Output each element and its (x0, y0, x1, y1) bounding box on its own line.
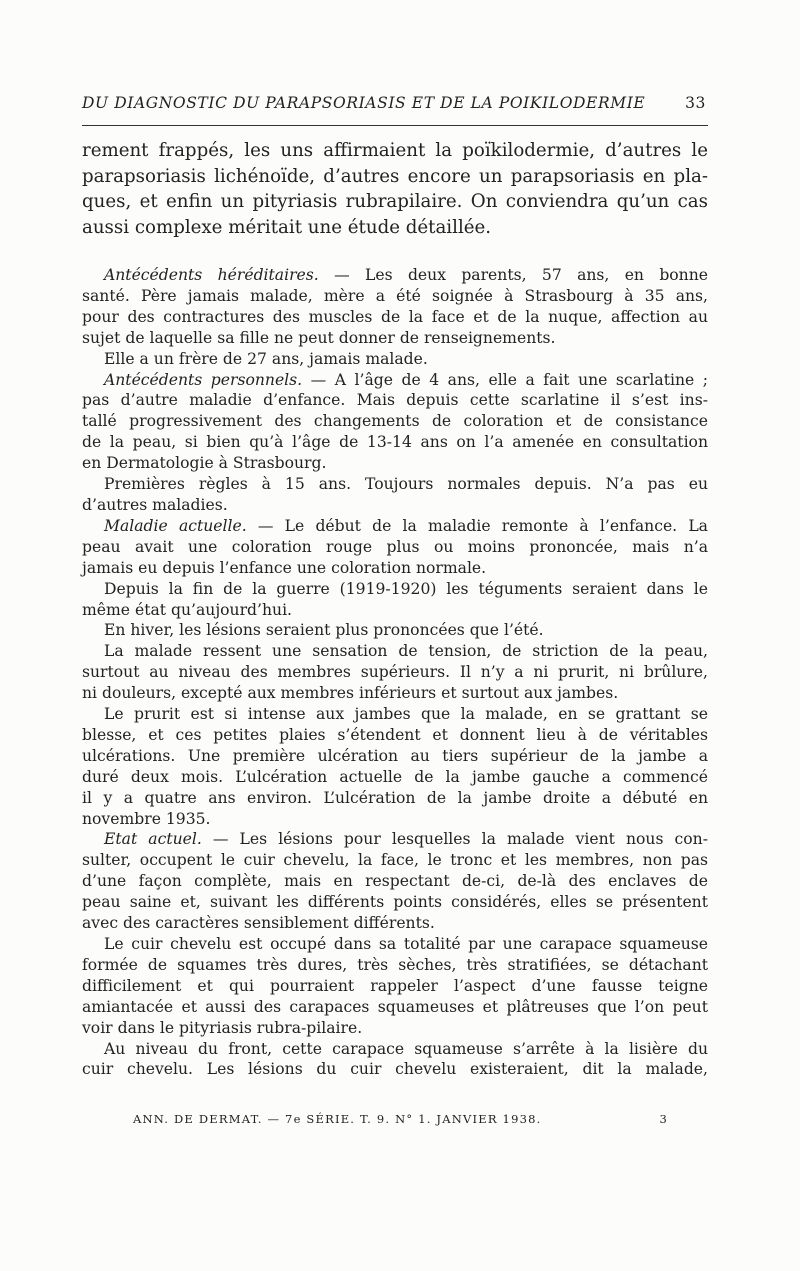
text-line: formée de squames très dures, très sèches, très stratifiées, se détachant (82, 955, 708, 974)
text-line: ques, et enfin un pityriasis rubrapilaire. On conviendra qu’un cas (82, 191, 708, 212)
page-number: 33 (685, 94, 706, 112)
text-line: ulcérations. Une première ulcération au tiers supérieur de la jambe a (82, 746, 708, 765)
text-line: amiantacée et aussi des carapaces squameuses et plâtreuses que l’on peut (82, 997, 708, 1016)
text-line: Antécédents héréditaires. — Les deux parents, 57 ans, en bonne (104, 266, 709, 284)
running-title: DU DIAGNOSTIC DU PARAPSORIASIS ET DE LA POIKILODERMIE (82, 94, 646, 112)
section-heading-heredity: Antécédents héréditaires. (104, 266, 319, 284)
signature-mark: 3 (659, 1112, 668, 1126)
running-header (82, 92, 706, 114)
text-line: avec des caractères sensiblement différents. (82, 914, 435, 933)
text-line: Le cuir chevelu est occupé dans sa totalité par une carapace squameuse (104, 935, 708, 953)
text-line: voir dans le pityriasis rubra-pilaire. (82, 1018, 363, 1037)
text-line: surtout au niveau des membres supérieurs. Il n’y a ni prurit, ni brûlure, (82, 663, 708, 682)
text-line: peau saine et, suivant les différents points considérés, elles se présentent (82, 893, 708, 912)
section-heading-state: Etat actuel. (104, 830, 202, 849)
text-line: aussi complexe méritait une étude détaillée. (82, 216, 492, 238)
text-line: Antécédents personnels. — A l’âge de 4 ans, elle a fait une scarlatine ; (104, 370, 708, 389)
text-line: santé. Père jamais malade, mère a été soignée à Strasbourg à 35 ans, (82, 286, 708, 305)
text-line: peau avait une coloration rouge plus ou moins prononcée, mais n’a (82, 537, 708, 556)
text-line: rement frappés, les uns affirmaient la poïkilodermie, d’autres le (82, 140, 708, 161)
text-line: sulter, occupent le cuir chevelu, la face, le tronc et les membres, non pas (82, 851, 708, 870)
text-line: en Dermatologie à Strasbourg. (82, 454, 327, 473)
text-line: pas d’autre maladie d’enfance. Mais depuis cette scarlatine il s’est ins- (82, 391, 708, 410)
text-line: duré deux mois. L’ulcération actuelle de la jambe gauche a commencé (82, 767, 708, 786)
text-line: Depuis la fin de la guerre (1919-1920) les téguments seraient dans le (104, 579, 708, 598)
text-line: En hiver, les lésions seraient plus prononcées que l’été. (104, 621, 544, 640)
text-line: Premières règles à 15 ans. Toujours normales depuis. N’a pas eu (104, 475, 708, 494)
journal-citation: ANN. DE DERMAT. — 7e SÉRIE. T. 9. N° 1. JANVIER 1938. (133, 1112, 542, 1126)
text-line: blesse, et ces petites plaies s’étendent et donnent lieu à de véritables (82, 725, 708, 744)
text-line: parapsoriasis lichénoïde, d’autres encore un parapsoriasis en pla- (82, 165, 708, 187)
intro-paragraph (82, 138, 708, 240)
text-line: Le prurit est si intense aux jambes que la malade, en se grattant se (104, 705, 708, 724)
text-line: de la peau, si bien qu’à l’âge de 13-14 ans on l’a amenée en consultation (82, 433, 708, 452)
footer (133, 1112, 668, 1126)
section-heading-current: Maladie actuelle. (104, 516, 247, 535)
text-line: Au niveau du front, cette carapace squameuse s’arrête à la lisière du (104, 1039, 708, 1058)
text-line: ni douleurs, excepté aux membres inférieurs et surtout aux jambes. (82, 684, 619, 703)
text-line: pour des contractures des muscles de la face et de la nuque, affection au (82, 307, 708, 326)
text-line: Etat actuel. — Les lésions pour lesquelles la malade vient nous con- (104, 830, 708, 849)
text-line: difficilement et qui pourraient rappeler l’aspect d’une fausse teigne (82, 976, 708, 995)
text-line: jamais eu depuis l’enfance une coloration normale. (82, 558, 487, 577)
text-line: il y a quatre ans environ. L’ulcération de la jambe droite a débuté en (82, 788, 708, 807)
text-line: sujet de laquelle sa fille ne peut donner de renseignements. (82, 328, 556, 347)
text-line: même état qu’aujourd’hui. (82, 600, 293, 619)
text-line: cuir chevelu. Les lésions du cuir chevelu existeraient, dit la malade, (82, 1060, 708, 1079)
text-line: novembre 1935. (82, 809, 211, 828)
text-line: Maladie actuelle. — Le début de la maladie remonte à l’enfance. La (104, 516, 708, 535)
text-line: tallé progressivement des changements de coloration et de consistance (82, 412, 708, 431)
text-line: Elle a un frère de 27 ans, jamais malade. (104, 349, 428, 368)
body-text (82, 265, 708, 1080)
text-line: La malade ressent une sensation de tension, de striction de la peau, (104, 642, 708, 661)
header-rule (82, 125, 708, 126)
text-line: d’une façon complète, mais en respectant de-ci, de-là des enclaves de (82, 872, 708, 891)
text-line: d’autres maladies. (82, 495, 228, 514)
section-heading-personal: Antécédents personnels. (104, 370, 303, 389)
